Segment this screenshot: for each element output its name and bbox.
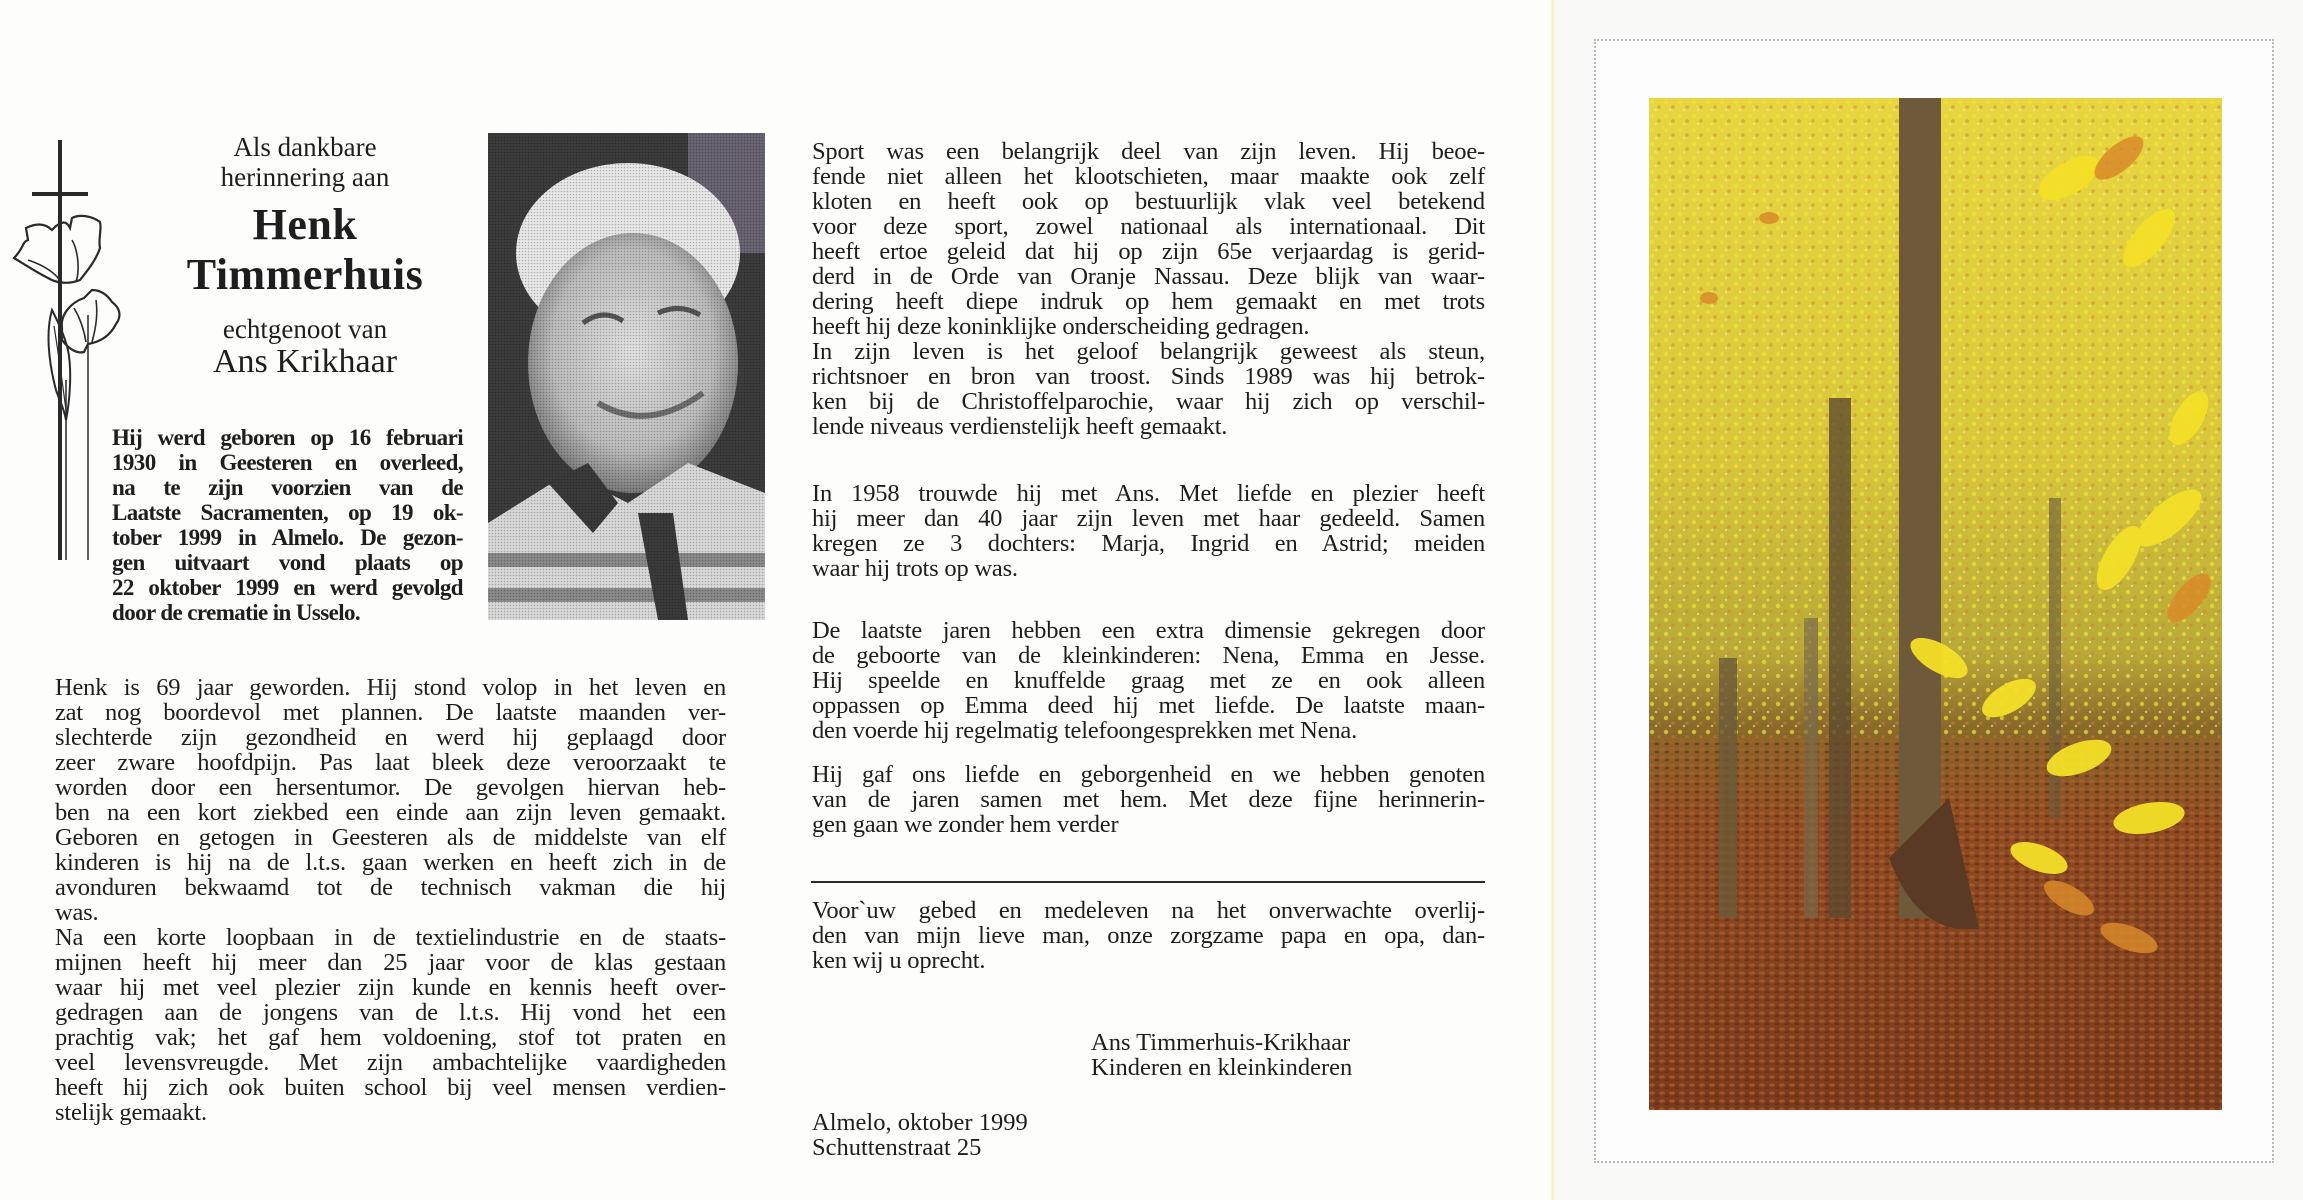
- body-line: heeft hij deze koninklijke onderscheiding gedragen.: [812, 313, 1310, 340]
- body-line: van de jaren samen met hem. Met deze fijne herinnerin-: [812, 786, 1485, 813]
- body-line: Geboren en getogen in Geesteren als de middelste van elf: [55, 824, 726, 851]
- card-fold: [1551, 0, 1555, 1200]
- body-line: ken bij de Christoffelparochie, waar hij zich op verschil-: [812, 388, 1485, 415]
- paragraph-sport-faith: [812, 139, 1485, 439]
- bio-line: tober 1999 in Almelo. De gezon-: [112, 525, 463, 550]
- life-story-left: [55, 675, 726, 1125]
- portrait-photo: [488, 133, 765, 620]
- body-line: de geboorte van de kleinkinderen: Nena, Emma en Jesse.: [812, 642, 1485, 669]
- spouse-label: echtgenoot van: [222, 314, 388, 344]
- bio-line: door de crematie in Usselo.: [112, 600, 361, 625]
- heading-block: [160, 132, 450, 380]
- body-line: den van mijn lieve man, onze zorgzame papa en opa, dan-: [812, 922, 1485, 949]
- body-line: heeft hij zich ook buiten school bij veel mensen verdien-: [55, 1074, 726, 1101]
- bio-line: 1930 in Geesteren en overleed,: [112, 450, 463, 475]
- body-line: veel levensvreugde. Met zijn ambachtelijke vaardigheden: [55, 1049, 726, 1076]
- deceased-first-name: Henk: [252, 200, 358, 249]
- deceased-last-name: Timmerhuis: [186, 250, 424, 299]
- intro-line-1: Als dankbare: [233, 132, 377, 162]
- body-line: gen gaan we zonder hem verder: [812, 811, 1119, 838]
- body-line: kloten en heeft ook op bestuurlijk vlak veel betekend: [812, 188, 1485, 215]
- body-line: zeer zware hoofdpijn. Pas laat bleek deze veroorzaakt te: [55, 749, 726, 776]
- body-line: gedragen aan de jongens van de l.t.s. Hij vond het een: [55, 999, 726, 1026]
- thanks-paragraph: [812, 898, 1485, 973]
- body-line: stelijk gemaakt.: [55, 1099, 207, 1126]
- paragraph-farewell: [812, 762, 1485, 837]
- body-line: worden door een hersentumor. De gevolgen hiervan heb-: [55, 774, 726, 801]
- place-date: Almelo, oktober 1999: [812, 1109, 1028, 1136]
- body-line: oppassen op Emma deed hij met liefde. De laatste maan-: [812, 692, 1485, 719]
- body-line: kregen ze 3 dochters: Marja, Ingrid en Astrid; meiden: [812, 530, 1485, 557]
- body-line: Henk is 69 jaar geworden. Hij stond volop in het leven en: [55, 674, 726, 701]
- signature-line-1: Ans Timmerhuis-Krikhaar: [1091, 1029, 1351, 1056]
- paragraph-marriage: [812, 481, 1485, 581]
- body-line: ken wij u oprecht.: [812, 947, 986, 974]
- body-line: Hij gaf ons liefde en geborgenheid en we hebben genoten: [812, 761, 1485, 788]
- paragraph-grandchildren: [812, 618, 1485, 743]
- address: Schuttenstraat 25: [812, 1134, 982, 1161]
- body-line: voor deze sport, zowel nationaal als internationaal. Dit: [812, 213, 1485, 240]
- body-line: den voerde hij regelmatig telefoongesprekken met Nena.: [812, 717, 1357, 744]
- body-line: waar hij trots op was.: [812, 555, 1018, 582]
- forest-photo: [1649, 98, 2222, 1110]
- body-line: hij meer dan 40 jaar zijn leven met haar gedeeld. Samen: [812, 505, 1485, 532]
- body-line: slechterde zijn gezondheid en werd hij geplaagd door: [55, 724, 726, 751]
- bio-line: gen uitvaart vond plaats op: [112, 550, 463, 575]
- body-line: dering heeft diepe indruk op hem gemaakt en met trots: [812, 288, 1485, 315]
- body-line: In 1958 trouwde hij met Ans. Met liefde en plezier heeft: [812, 480, 1485, 507]
- body-line: ben na een kort ziekbed een einde aan zijn leven gemaakt.: [55, 799, 726, 826]
- body-line: Na een korte loopbaan in de textielindustrie en de staats-: [55, 924, 726, 951]
- cross-poppy-icon: [0, 130, 130, 570]
- spouse-name: Ans Krikhaar: [212, 343, 398, 380]
- bio-line: Hij werd geboren op 16 februari: [112, 425, 463, 450]
- bio-line: Laatste Sacramenten, op 19 ok-: [112, 500, 463, 525]
- body-line: zat nog boordevol met plannen. De laatste maanden ver-: [55, 699, 726, 726]
- body-line: richtsnoer en bron van troost. Sinds 1989 was hij betrok-: [812, 363, 1485, 390]
- body-line: mijnen heeft hij meer dan 25 jaar voor de klas gestaan: [55, 949, 726, 976]
- signature-block: [1091, 1030, 1352, 1080]
- bio-line: na te zijn voorzien van de: [112, 475, 463, 500]
- body-line: In zijn leven is het geloof belangrijk geweest als steun,: [812, 338, 1485, 365]
- biography-summary: [112, 425, 463, 625]
- body-line: waar hij met veel plezier zijn kunde en kennis heeft over-: [55, 974, 726, 1001]
- intro-line-2: herinnering aan: [220, 162, 390, 192]
- body-line: fende niet alleen het klootschieten, maar maakte ook zelf: [812, 163, 1485, 190]
- body-line: was.: [55, 899, 99, 926]
- body-line: prachtig vak; het gaf hem voldoening, stof tot praten en: [55, 1024, 726, 1051]
- body-line: avonduren bekwaamd tot de technisch vakman die hij: [55, 874, 726, 901]
- body-line: lende niveaus verdienstelijk heeft gemaakt.: [812, 413, 1228, 440]
- body-line: derd in de Orde van Oranje Nassau. Deze blijk van waar-: [812, 263, 1485, 290]
- place-address: [812, 1110, 1028, 1160]
- body-line: Sport was een belangrijk deel van zijn leven. Hij beoe-: [812, 138, 1485, 165]
- body-line: Voor`uw gebed en medeleven na het onverwachte overlij-: [812, 897, 1485, 924]
- body-line: Hij speelde en knuffelde graag met ze en ook alleen: [812, 667, 1485, 694]
- signature-line-2: Kinderen en kleinkinderen: [1091, 1054, 1353, 1081]
- bio-line: 22 oktober 1999 en werd gevolgd: [112, 575, 463, 600]
- divider-rule: [811, 881, 1485, 883]
- body-line: De laatste jaren hebben een extra dimensie gekregen door: [812, 617, 1485, 644]
- body-line: heeft ertoe geleid dat hij op zijn 65e verjaardag is gerid-: [812, 238, 1485, 265]
- body-line: kinderen is hij na de l.t.s. gaan werken en heeft zich in de: [55, 849, 726, 876]
